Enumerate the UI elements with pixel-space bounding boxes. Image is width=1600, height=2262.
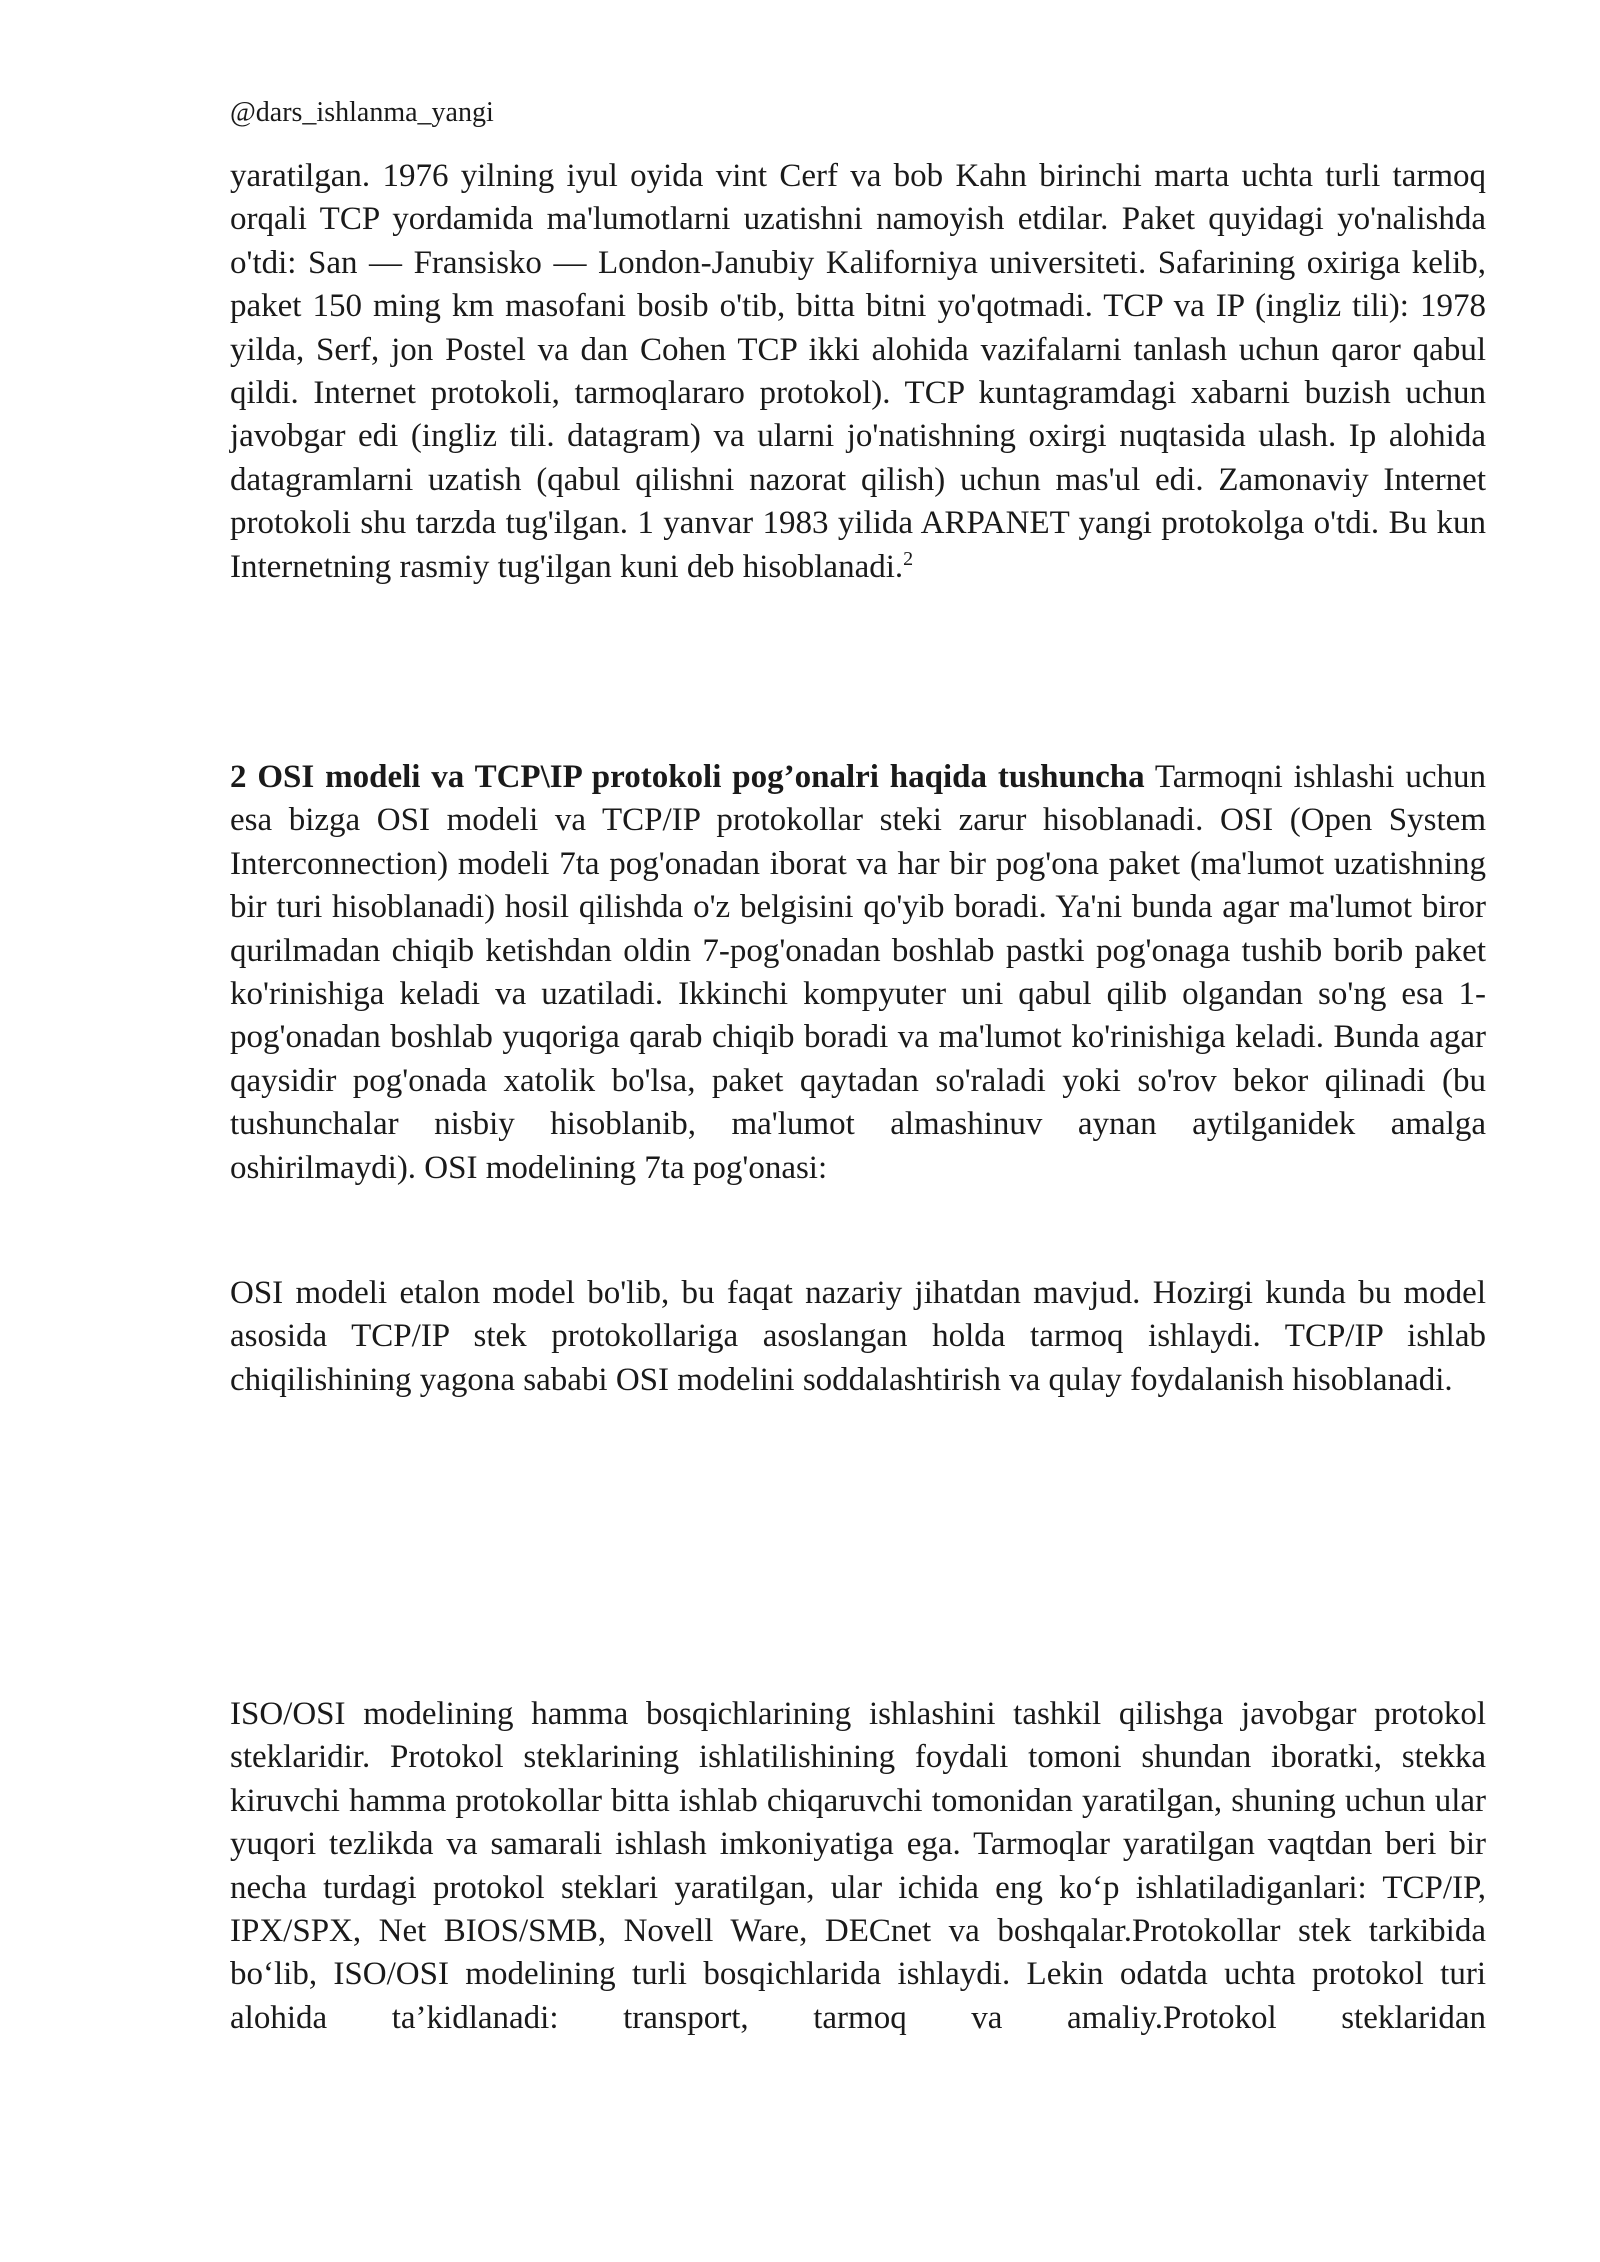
paragraph-history-text: yaratilgan. 1976 yilning iyul oyida vint Cerf va bob Kahn birinchi marta uchta turli tarmoq orqali TCP yordamida ma'lumotlarni uzatishni namoyish etdilar. Paket quyidagi yo'nalishda o'tdi: San — Fransisko — London-Janubiy Kaliforniya universiteti. Safarining oxiriga kelib, paket 150 ming km masofani bosib o'tib, bitta bitni yo'qotmadi. TCP va IP (ingliz tili): 1978 yilda, Serf, jon Postel va dan Cohen TCP ikki alohida vazifalarni tanlash uchun qaror qabul qildi. Internet protokoli, tarmoqlararo protokol). TCP kuntagramdagi xabarni buzish uchun javobgar edi (ingliz tili. datagram) va ularni jo'natishning oxirgi nuqtasida ulash. Ip alohida datagramlarni uzatish (qabul qilishni nazorat qilish) uchun mas'ul edi. Zamonaviy Internet protokoli shu tarzda tug'ilgan. 1 yanvar 1983 yilida ARPANET yangi protokolga o'tdi. Bu kun Internetning rasmiy tug'ilgan kuni deb hisoblanadi.: [230, 158, 1486, 585]
paragraph-protocol-stacks: [230, 1693, 1486, 2040]
paragraph-history: [230, 155, 1486, 589]
paragraph-protocol-stacks-text: ISO/OSI modelining hamma bosqichlarining ishlashini tashkil qilishga javobgar protokol steklaridir. Protokol steklarining ishlatilishining foydali tomoni shundan iboratki, stekka kiruvchi hamma protokollar bitta ishlab chiqaruvchi tomonidan yaratilgan, shuning uchun ular yuqori tezlikda va samarali ishlash imkoniyatiga ega. Tarmoqlar yaratilgan vaqtdan beri bir necha turdagi protokol steklari yaratilgan, ular ichida eng ko‘p ishlatiladiganlari: TCP/IP, IPX/SPX, Net BIOS/SMB, Novell Ware, DECnet va boshqalar.Protokollar stek tarkibida bo‘lib, ISO/OSI modelining turli bosqichlarida ishlaydi. Lekin odatda uchta protokol turi alohida ta’kidlanadi: transport, tarmoq va amaliy.Protokol steklaridan: [230, 1696, 1486, 2036]
paragraph-osi-etalon-text: OSI modeli etalon model bo'lib, bu faqat nazariy jihatdan mavjud. Hozirgi kunda bu model asosida TCP/IP stek protokollariga asoslangan holda tarmoq ishlaydi. TCP/IP ishlab chiqilishining yagona sababi OSI modelini soddalashtirish va qulay foydalanish hisoblanadi.: [230, 1275, 1486, 1398]
paragraph-osi-intro: [230, 756, 1486, 1190]
footnote-marker: 2: [903, 547, 914, 570]
paragraph-osi-intro-text: Tarmoqni ishlashi uchun esa bizga OSI modeli va TCP/IP protokollar steki zarur hisoblanadi. OSI (Open System Interconnection) modeli 7ta pog'onadan iborat va har bir pog'ona paket (ma'lumot uzatishning bir turi hisoblanadi) hosil qilishda o'z belgisini qo'yib boradi. Ya'ni bunda agar ma'lumot biror qurilmadan chiqib ketishdan oldin 7-pog'onadan boshlab pastki pog'onaga tushib borib paket ko'rinishiga keladi va uzatiladi. Ikkinchi kompyuter uni qabul qilib olgandan so'ng esa 1-pog'onadan boshlab yuqoriga qarab chiqib boradi va ma'lumot ko'rinishiga keladi. Bunda agar qaysidir pog'onada xatolik bo'lsa, paket qaytadan so'raladi yoki so'rov bekor qilinadi (bu tushunchalar nisbiy hisoblanib, ma'lumot almashinuv aynan aytilganidek amalga oshirilmaydi). OSI modelining 7ta pog'onasi:: [230, 759, 1486, 1186]
section-heading: 2 OSI modeli va TCP\IP protokoli pog’onalri haqida tushuncha: [230, 759, 1145, 795]
paragraph-osi-etalon: [230, 1272, 1486, 1402]
page-header-channel: @dars_ishlanma_yangi: [230, 97, 494, 128]
